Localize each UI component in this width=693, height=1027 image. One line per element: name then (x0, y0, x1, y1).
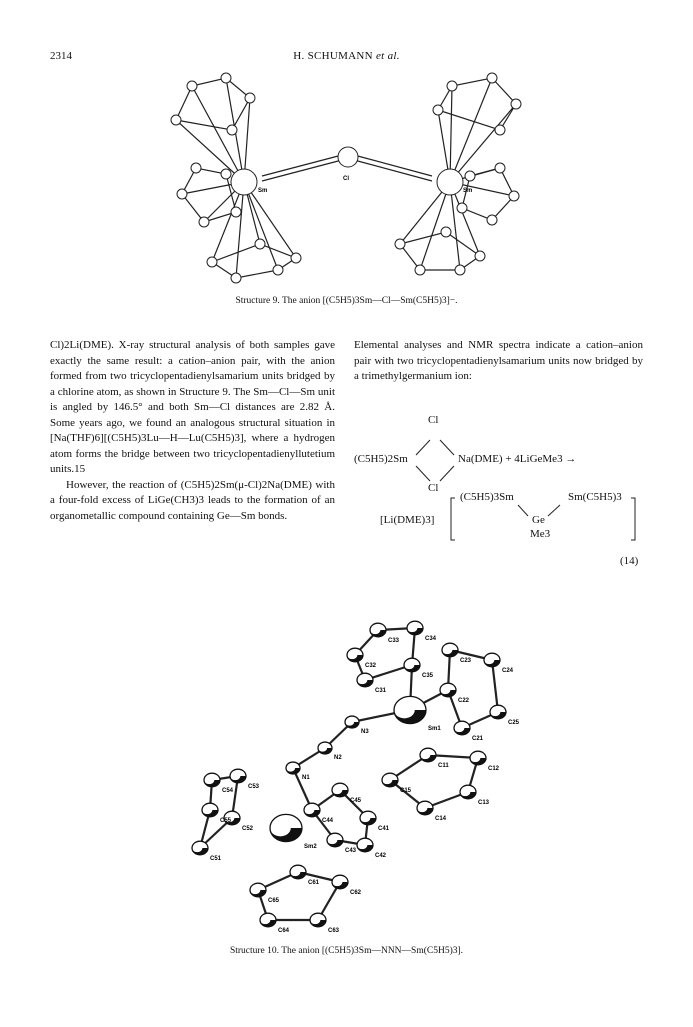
atom-label-c55: C55 (220, 818, 232, 824)
left-paragraph-2: However, the reaction of (C5H5)2Sm(μ-Cl)2Na(DME) with a four-fold excess of LiGe(CH3)3 leads to the formation of an organometallic compound containing Ge—Sm bonds. (50, 478, 335, 522)
atom-label-n2: N2 (334, 755, 342, 761)
bond-C24-C25 (492, 660, 498, 712)
atom-label-c21: C21 (472, 736, 484, 742)
atom-label-n3: N3 (361, 729, 369, 735)
atom-label-c31: C31 (375, 688, 387, 694)
atom-label-c12: C12 (488, 766, 500, 772)
atom-label-c51: C51 (210, 856, 222, 862)
atom-label-c63: C63 (328, 928, 340, 934)
atom-label-c44: C44 (322, 818, 334, 824)
atom-label-c13: C13 (478, 800, 490, 806)
eq-sm-right: Sm(C5H5)3 (568, 491, 622, 503)
atom-label-c25: C25 (508, 720, 520, 726)
page-number: 2314 (50, 50, 72, 62)
eq-me3: Me3 (530, 528, 551, 540)
eq-product: Na(DME) + 4LiGeMe3 → (458, 453, 577, 465)
authors-suffix: et al. (375, 50, 400, 62)
atom-label-c42: C42 (375, 853, 387, 859)
atom-label-c45: C45 (350, 798, 362, 804)
atom-label-n1: N1 (302, 775, 310, 781)
atom-label-c35: C35 (422, 673, 434, 679)
sm-label-right: Sm (463, 188, 473, 194)
atom-label-c34: C34 (425, 636, 437, 642)
atom-label-c22: C22 (458, 698, 470, 704)
atom-label-c61: C61 (308, 880, 320, 886)
authors: H. SCHUMANN (293, 50, 373, 62)
atom-label-c32: C32 (365, 663, 377, 669)
atom-label-c15: C15 (400, 788, 412, 794)
atom-label-c52: C52 (242, 826, 254, 832)
left-paragraph-1: Cl)2Li(DME). X-ray structural analysis of both samples gave exactly the same result: a cation–anion pair, with the anion formed from two tricyclopentadienylsamarium units bridged by a chlorine atom, as shown in Structure 9. The Sm—Cl—Sm unit is angled by 146.5° and both Sm—Cl distances are 2.82 Å. Some years ago, we found an analogous structural situation in [Na(THF)6][(C5H5)3Lu—H—Lu(C5H5)3], where a hydrogen atom forms the bridge between two tricyclopentadienyllutetium units.15 (50, 339, 335, 475)
structure-9-caption: Structure 9. The anion [(C5H5)3Sm—Cl—Sm(C5H5)3]−. (235, 296, 458, 306)
eq-sm-left: (C5H5)3Sm (460, 491, 514, 503)
atom-label-sm2: Sm2 (304, 844, 317, 850)
sm-label-left: Sm (258, 188, 268, 194)
equation-number: (14) (620, 555, 639, 567)
atom-label-c11: C11 (438, 763, 449, 769)
eq-cl-top: Cl (428, 414, 439, 426)
atom-label-c62: C62 (350, 890, 362, 896)
eq-cl-bottom: Cl (428, 482, 439, 494)
atom-label-c54: C54 (222, 788, 234, 794)
cl-label: Cl (343, 176, 349, 182)
atom-label-c64: C64 (278, 928, 290, 934)
structure-10-caption: Structure 10. The anion [(C5H5)3Sm—NNN—Sm(C5H5)3]. (229, 946, 464, 956)
atom-label-c14: C14 (435, 816, 447, 822)
atom-label-c41: C41 (378, 826, 390, 832)
right-paragraph-1: Elemental analyses and NMR spectra indicate a cation–anion pair with two tricyclopentadienylsamarium units now bridged by a trimethylgermanium ion: (354, 339, 643, 382)
atom-label-c53: C53 (248, 784, 260, 790)
eq-ge: Ge (532, 514, 545, 526)
atom-label-c23: C23 (460, 658, 472, 664)
eq-reactant: (C5H5)2Sm (354, 453, 408, 465)
eq-cation: [Li(DME)3] (380, 514, 435, 526)
atom-label-c65: C65 (268, 898, 280, 904)
atom-label-c24: C24 (502, 668, 514, 674)
atom-label-sm1: Sm1 (428, 726, 441, 732)
atom-label-c33: C33 (388, 638, 400, 644)
atom-label-c43: C43 (345, 848, 357, 854)
